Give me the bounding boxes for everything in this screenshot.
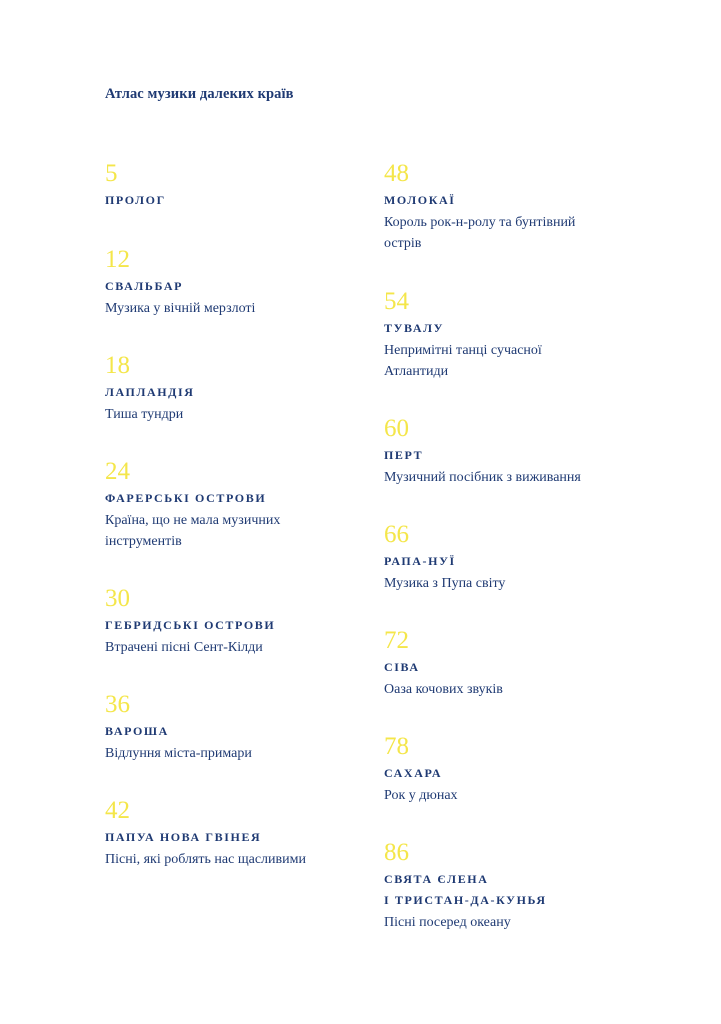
- chapter-subtitle: Пісні посеред океану: [384, 915, 511, 930]
- toc-entry[interactable]: [384, 521, 644, 594]
- chapter-title: ТУВАЛУ: [384, 321, 445, 335]
- toc-entry[interactable]: [384, 415, 644, 488]
- chapter-title: ВАРОША: [105, 724, 169, 738]
- chapter-title: МОЛОКАЇ: [384, 193, 456, 207]
- toc-entry[interactable]: [105, 797, 365, 870]
- chapter-title: ПЕРТ: [384, 448, 424, 462]
- chapter-subtitle: Рок у дюнах: [384, 788, 458, 803]
- toc-entry[interactable]: [384, 627, 644, 700]
- toc-entry[interactable]: [384, 839, 644, 933]
- chapter-subtitle: Пісні, які роблять нас щасливими: [105, 852, 306, 867]
- chapter-subtitle: Відлуння міста-примари: [105, 746, 252, 761]
- page-number: 54: [384, 288, 409, 315]
- chapter-title: ПРОЛОГ: [105, 193, 166, 207]
- chapter-subtitle: Музика у вічній мерзлоті: [105, 301, 256, 316]
- page-number: 12: [105, 246, 130, 273]
- chapter-subtitle: Оаза кочових звуків: [384, 682, 503, 697]
- chapter-title: ПАПУА НОВА ГВІНЕЯ: [105, 830, 262, 844]
- page-number: 60: [384, 415, 409, 442]
- chapter-title-line2: І ТРИСТАН-ДА-КУНЬЯ: [384, 893, 547, 907]
- toc-entry[interactable]: [105, 691, 365, 764]
- chapter-title: САХАРА: [384, 766, 443, 780]
- page-number: 72: [384, 627, 409, 654]
- page-number: 48: [384, 160, 409, 187]
- toc-entry[interactable]: [105, 585, 365, 658]
- toc-entry[interactable]: [384, 160, 644, 254]
- chapter-title: РАПА-НУЇ: [384, 554, 456, 568]
- toc-entry[interactable]: [384, 288, 644, 382]
- chapter-subtitle: Тиша тундри: [105, 407, 184, 422]
- chapter-subtitle: Країна, що не мала музичних інструментів: [105, 513, 281, 549]
- chapter-title: СВЯТА ЄЛЕНА: [384, 872, 489, 886]
- chapter-title: СІВА: [384, 660, 420, 674]
- page-number: 42: [105, 797, 130, 824]
- page-number: 5: [105, 160, 118, 187]
- chapter-subtitle: Втрачені пісні Сент-Кілди: [105, 640, 263, 655]
- toc-entry[interactable]: [105, 352, 365, 425]
- page-number: 66: [384, 521, 409, 548]
- page-number: 86: [384, 839, 409, 866]
- page-number: 24: [105, 458, 130, 485]
- toc-entry[interactable]: [105, 160, 365, 211]
- chapter-title: СВАЛЬБАР: [105, 279, 184, 293]
- chapter-title: ФАРЕРСЬКІ ОСТРОВИ: [105, 491, 267, 505]
- chapter-title: ЛАПЛАНДІЯ: [105, 385, 195, 399]
- chapter-subtitle: Музика з Пупа світу: [384, 576, 506, 591]
- chapter-subtitle: Непримітні танці сучасної Атлантиди: [384, 343, 542, 379]
- page-number: 30: [105, 585, 130, 612]
- toc-entry[interactable]: [384, 733, 644, 806]
- toc-entry[interactable]: [105, 246, 365, 319]
- toc-entry[interactable]: [105, 458, 365, 552]
- book-title: Атлас музики далеких країв: [105, 86, 294, 102]
- page-number: 36: [105, 691, 130, 718]
- page-number: 18: [105, 352, 130, 379]
- chapter-subtitle: Король рок-н-ролу та бунтівний острів: [384, 215, 576, 251]
- chapter-title: ГЕБРИДСЬКІ ОСТРОВИ: [105, 618, 276, 632]
- page-number: 78: [384, 733, 409, 760]
- chapter-subtitle: Музичний посібник з виживання: [384, 470, 581, 485]
